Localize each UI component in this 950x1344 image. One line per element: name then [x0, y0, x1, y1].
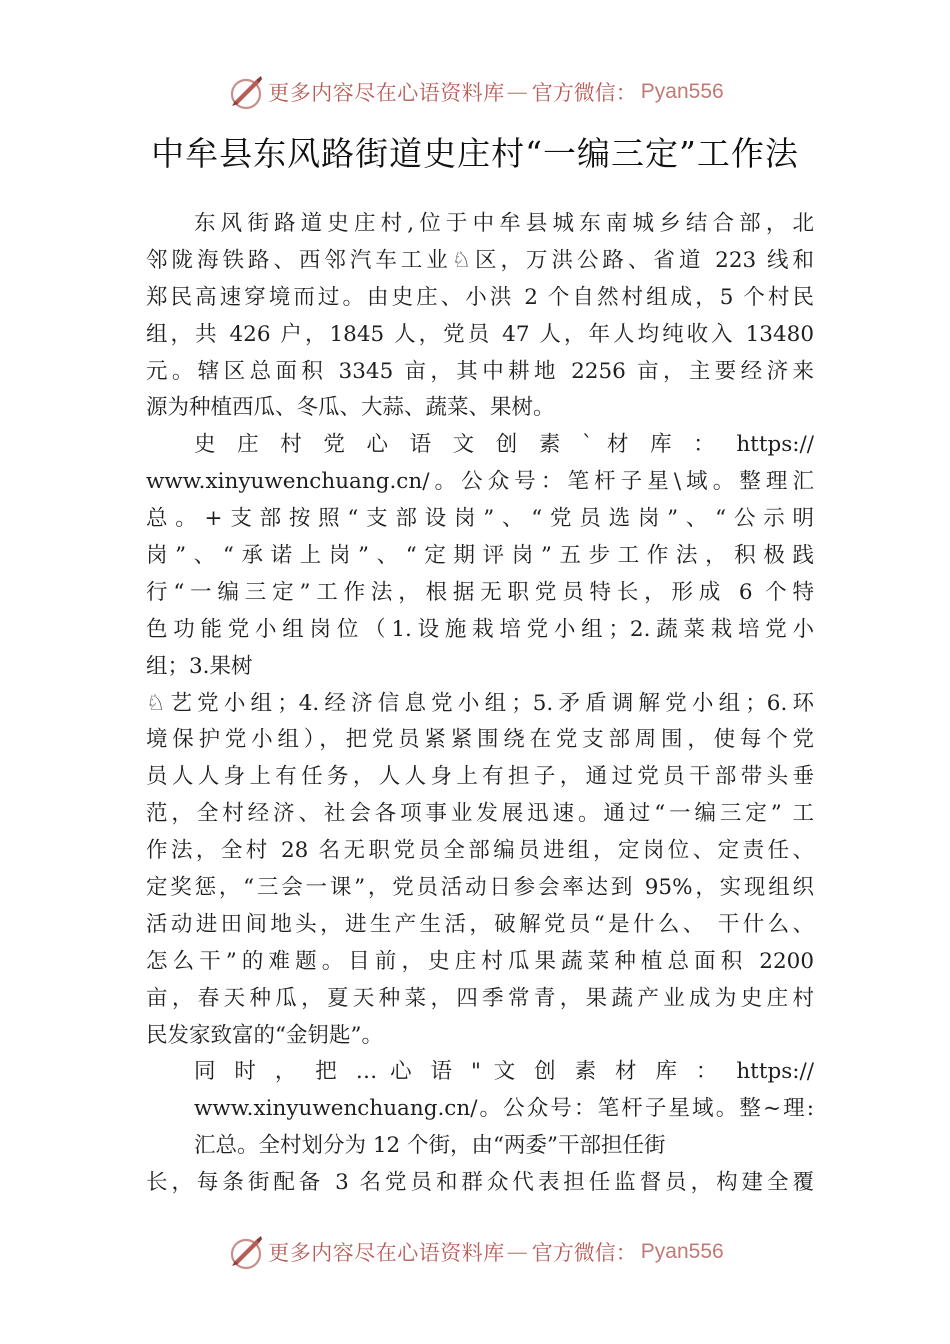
body-line: 境保护党小组），把党员紧紧围绕在党支部周围，使每个党 [146, 727, 814, 753]
watermark-wechat-label: 官方微信： [531, 81, 637, 105]
body-line: 总。+支部按照“支部设岗”、“党员选岗”、“公示明 [146, 506, 814, 532]
watermark-footer [0, 1232, 950, 1272]
pen-logo-icon [226, 1232, 266, 1272]
body-line: 史 庄 村 党 心 语 文 创 素 ` 材 库 ： https:// [194, 432, 814, 458]
body-line: 员人人身上有任务，人人身上有担子，通过党员干部带头垂 [146, 764, 814, 790]
body-line: 定奖惩，“三会一课”，党员活动日参会率达到 95%，实现组织 [146, 875, 814, 901]
document-title: 中牟县东风路街道史庄村“一编三定”工作法 [151, 134, 799, 173]
body-line: 同 时 ， 把 … 心 语 " 文 创 素 材 库 ： https:// [194, 1059, 814, 1085]
body-line: 郑民高速穿境而过。由史庄、小洪 2 个自然村组成，5 个村民 [146, 284, 814, 310]
watermark-separator: — [506, 1240, 528, 1264]
body-line: ♘艺党小组；4.经济信息党小组；5.矛盾调解党小组；6.环 [146, 690, 814, 716]
body-line: 亩，春天种瓜，夏天种菜，四季常青，果蔬产业成为史庄村 [146, 985, 814, 1011]
body-line: 源为种植西瓜、冬瓜、大蒜、蔬菜、果树。 [146, 395, 555, 421]
body-line: 组，共 426 户，1845 人，党员 47 人，年人均纯收入 13480 [146, 321, 814, 347]
body-line: 邻陇海铁路、西邻汽车工业♘区，万洪公路、省道 223 线和 [146, 247, 814, 273]
watermark-text: 更多内容尽在心语资料库 [268, 1241, 505, 1265]
body-line: 组；3.果树 [146, 653, 253, 679]
body-line: 怎么干”的难题。目前，史庄村瓜果蔬菜种植总面积 2200 [146, 948, 814, 974]
body-line: 行“一编三定”工作法，根据无职党员特长，形成 6 个特 [146, 579, 814, 605]
document-body [146, 206, 814, 1202]
watermark-wechat-id: Pyan556 [640, 80, 724, 103]
body-line: 活动进田间地头，进生产生活，破解党员“是什么、 干什么、 [146, 911, 814, 937]
watermark-wechat-id: Pyan556 [640, 1240, 724, 1263]
body-line: 岗”、“承诺上岗”、“定期评岗”五步工作法，积极践 [146, 543, 814, 569]
body-line: www.xinyuwenchuang.cn/。公众号：笔杆子星\域。整理汇 [146, 469, 814, 495]
body-line: www.xinyuwenchuang.cn/。公众号：笔杆子星域。整~理: [194, 1096, 814, 1122]
body-line: 色功能党小组岗位（1.设施栽培党小组；2.蔬菜栽培党小 [146, 616, 814, 642]
watermark-header [0, 72, 950, 112]
watermark-separator: — [506, 80, 528, 104]
body-line: 东风街路道史庄村,位于中牟县城东南城乡结合部，北 [194, 211, 814, 236]
body-line: 元。辖区总面积 3345 亩，其中耕地 2256 亩，主要经济来 [146, 358, 814, 384]
body-line: 长，每条街配备 3 名党员和群众代表担任监督员，构建全覆 [146, 1170, 814, 1196]
body-line: 汇总。全村划分为 12 个街，由“两委”干部担任街 [194, 1133, 666, 1159]
body-line: 作法，全村 28 名无职党员全部编员进组，定岗位、定责任、 [146, 838, 814, 864]
pen-logo-icon [226, 72, 266, 112]
body-line: 民发家致富的“金钥匙”。 [146, 1022, 383, 1048]
body-line: 范，全村经济、社会各项事业发展迅速。通过“一编三定” 工 [146, 801, 814, 827]
watermark-wechat-label: 官方微信： [531, 1241, 637, 1265]
watermark-text: 更多内容尽在心语资料库 [268, 81, 505, 105]
